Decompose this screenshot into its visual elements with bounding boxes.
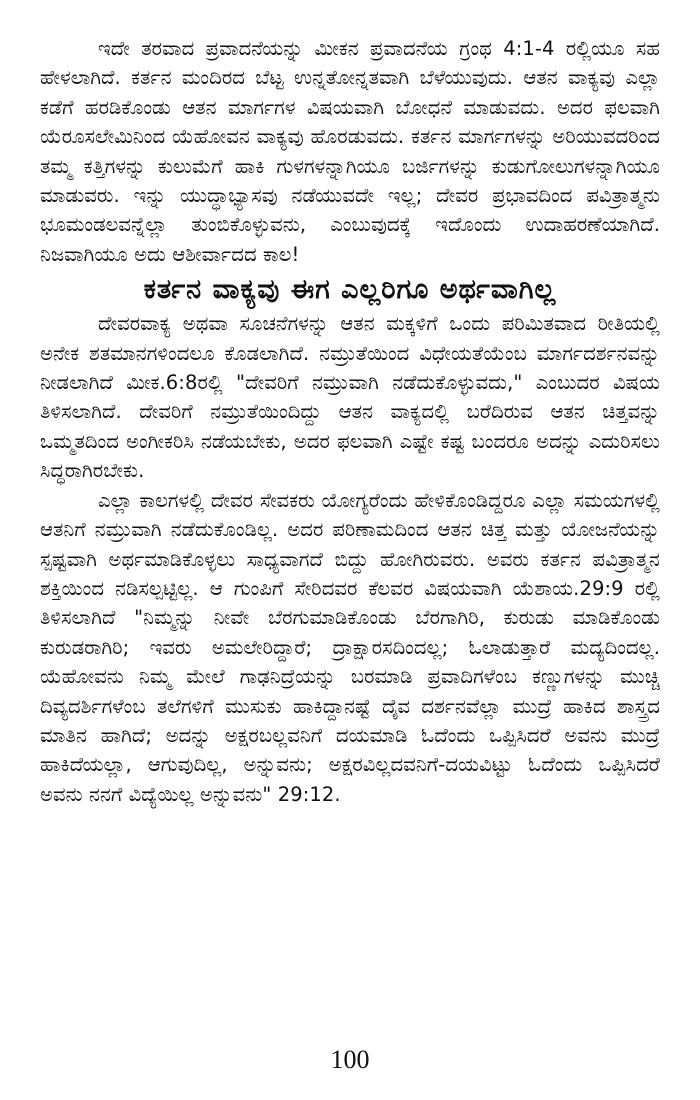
- paragraph-humility: ದೇವರವಾಕ್ಯ ಅಥವಾ ಸೂಚನೆಗಳನ್ನು ಆತನ ಮಕ್ಕಳಿಗೆ ಒಂದು ಪರಿಮಿತವಾದ ರೀತಿಯಲ್ಲಿ ಅನೇಕ ಶತಮಾನಗಳಿಂದಲೂ ಕೊಡಲಾಗಿದೆ. ನಮ್ರುತೆಯಿಂದ ವಿಧೇಯತೆಯೆಂಬ ಮಾರ್ಗದರ್ಶನವನ್ನು ನೀಡಲಾಗಿದೆ ಮೀಕ.6:8ರಲ್ಲಿ "ದೇವರಿಗೆ ನಮ್ರುವಾಗಿ ನಡೆದುಕೊಳ್ಳುವದು," ಎಂಬುದರ ವಿಷಯ ತಿಳಿಸಲಾಗಿದೆ. ದೇವರಿಗೆ ನಮ್ರುತೆಯಿಂದಿದ್ದು ಆತನ ವಾಕ್ಯದಲ್ಲಿ ಬರೆದಿರುವ ಆತನ ಚಿತ್ತವನ್ನು ಒಮ್ಮತದಿಂದ ಅಂಗೀಕರಿಸಿ ನಡೆಯಬೇಕು, ಅದರ ಫಲವಾಗಿ ಎಷ್ಟೇ ಕಷ್ಟ ಬಂದರೂ ಅದನ್ನು ಎದುರಿಸಲು ಸಿದ್ಧರಾಗಿರಬೇಕು.: [40, 312, 660, 483]
- section-heading: ಕರ್ತನ ವಾಕ್ಯವು ಈಗ ಎಲ್ಲರಿಗೂ ಅರ್ಥವಾಗಿಲ್ಲ: [143, 274, 557, 306]
- paragraph-prophecy: ಇದೇ ತರವಾದ ಪ್ರವಾದನೆಯನ್ನು ಮೀಕನ ಪ್ರವಾದನೆಯ ಗ್ರಂಥ 4:1-4 ರಲ್ಲಿಯೂ ಸಹ ಹೇಳಲಾಗಿದೆ. ಕರ್ತನ ಮಂದಿರದ ಬೆಟ್ಟ ಉನ್ನತೋನ್ನತವಾಗಿ ಬೆಳೆಯುವುದು. ಆತನ ವಾಕ್ಯವು ಎಲ್ಲಾ ಕಡೆಗೆ ಹರಡಿಕೊಂಡು ಆತನ ಮಾರ್ಗಗಳ ವಿಷಯವಾಗಿ ಬೋಧನೆ ಮಾಡುವದು. ಅದರ ಫಲವಾಗಿ ಯೆರೂಸಲೇಮಿನಿಂದ ಯೆಹೋವನ ವಾಕ್ಯವು ಹೊರಡುವದು. ಕರ್ತನ ಮಾರ್ಗಗಳನ್ನು ಅರಿಯುವದರಿಂದ ತಮ್ಮ ಕತ್ತಿಗಳನ್ನು ಕುಲುಮೆಗೆ ಹಾಕಿ ಗುಳಗಳನ್ನಾಗಿಯೂ ಬರ್ಜಿಗಳನ್ನು ಕುಡುಗೋಲುಗಳನ್ನಾಗಿಯೂ ಮಾಡುವರು. ಇನ್ನು ಯುದ್ಧಾಭ್ಯಾಸವು ನಡೆಯುವದೇ ಇಲ್ಲ; ದೇವರ ಪ್ರಭಾವದಿಂದ ಪವಿತ್ರಾತ್ಮನು ಭೂಮಂಡಲವನ್ನೆಲ್ಲಾ ತುಂಬಿಕೊಳ್ಳುವನು, ಎಂಬುವುದಕ್ಕೆ ಇದೊಂದು ಉದಾಹರಣೆಯಾಗಿದೆ. ನಿಜವಾಗಿಯೂ ಅದು ಆಶೀರ್ವಾದದ ಕಾಲ!: [40, 37, 660, 266]
- page-number: 100: [330, 1045, 370, 1074]
- paragraph-servants: ಎಲ್ಲಾ ಕಾಲಗಳಲ್ಲಿ ದೇವರ ಸೇವಕರು ಯೋಗ್ಯರೆಂದು ಹೇಳಿಕೊಂಡಿದ್ದರೂ ಎಲ್ಲಾ ಸಮಯಗಳಲ್ಲಿ ಆತನಿಗೆ ನಮ್ರುವಾಗಿ ನಡೆದುಕೊಂಡಿಲ್ಲ. ಅದರ ಪರಿಣಾಮದಿಂದ ಆತನ ಚಿತ್ತ ಮತ್ತು ಯೋಜನೆಯನ್ನು ಸ್ಪಷ್ಟವಾಗಿ ಅರ್ಥಮಾಡಿಕೊಳ್ಳಲು ಸಾಧ್ಯವಾಗದೆ ಬಿದ್ದು ಹೋಗಿರುವರು. ಅವರು ಕರ್ತನ ಪವಿತ್ರಾತ್ಮನ ಶಕ್ತಿಯಿಂದ ನಡಿಸಲ್ಪಟ್ಟಿಲ್ಲ. ಆ ಗುಂಪಿಗೆ ಸೇರಿದವರ ಕೆಲವರ ವಿಷಯವಾಗಿ ಯೆಶಾಯ.29:9 ರಲ್ಲಿ ತಿಳಿಸಲಾಗಿದೆ "ನಿಮ್ಮನ್ನು ನೀವೇ ಬೆರಗುಮಾಡಿಕೊಂಡು ಬೆರಗಾಗಿರಿ, ಕುರುಡು ಮಾಡಿಕೊಂಡು ಕುರುಡರಾಗಿರಿ; ಇವರು ಅಮಲೇರಿದ್ದಾರೆ; ದ್ರಾಕ್ಷಾರಸದಿಂದಲ್ಲ; ಓಲಾಡುತ್ತಾರೆ ಮದ್ಯದಿಂದಲ್ಲ. ಯೆಹೋವನು ನಿಮ್ಮ ಮೇಲೆ ಗಾಢನಿದ್ರೆಯನ್ನು ಬರಮಾಡಿ ಪ್ರವಾದಿಗಳೆಂಬ ಕಣ್ಣುಗಳನ್ನು ಮುಚ್ಚಿ ದಿವ್ಯದರ್ಶಿಗಳೆಂಬ ತಲೆಗಳಿಗೆ ಮುಸುಕು ಹಾಕಿದ್ದಾನಷ್ಟೆ ದೈವ ದರ್ಶನವೆಲ್ಲಾ ಮುದ್ರೆ ಹಾಕಿದ ಶಾಸ್ತ್ರದ ಮಾತಿನ ಹಾಗಿದೆ; ಅದನ್ನು ಅಕ್ಷರಬಲ್ಲವನಿಗೆ ದಯಮಾಡಿ ಓದೆಂದು ಒಪ್ಪಿಸಿದರೆ ಅವನು ಮುದ್ರೆ ಹಾಕಿದೆಯಲ್ಲಾ, ಆಗುವುದಿಲ್ಲ, ಅನ್ನುವನು; ಅಕ್ಷರವಿಲ್ಲದವನಿಗೆ-ದಯವಿಟ್ಟು ಓದೆಂದು ಒಪ್ಪಿಸಿದರೆ ಅವನು ನನಗೆ ವಿದ್ಯೆಯಿಲ್ಲ ಅನ್ನುವನು" 29:12.: [40, 488, 660, 806]
